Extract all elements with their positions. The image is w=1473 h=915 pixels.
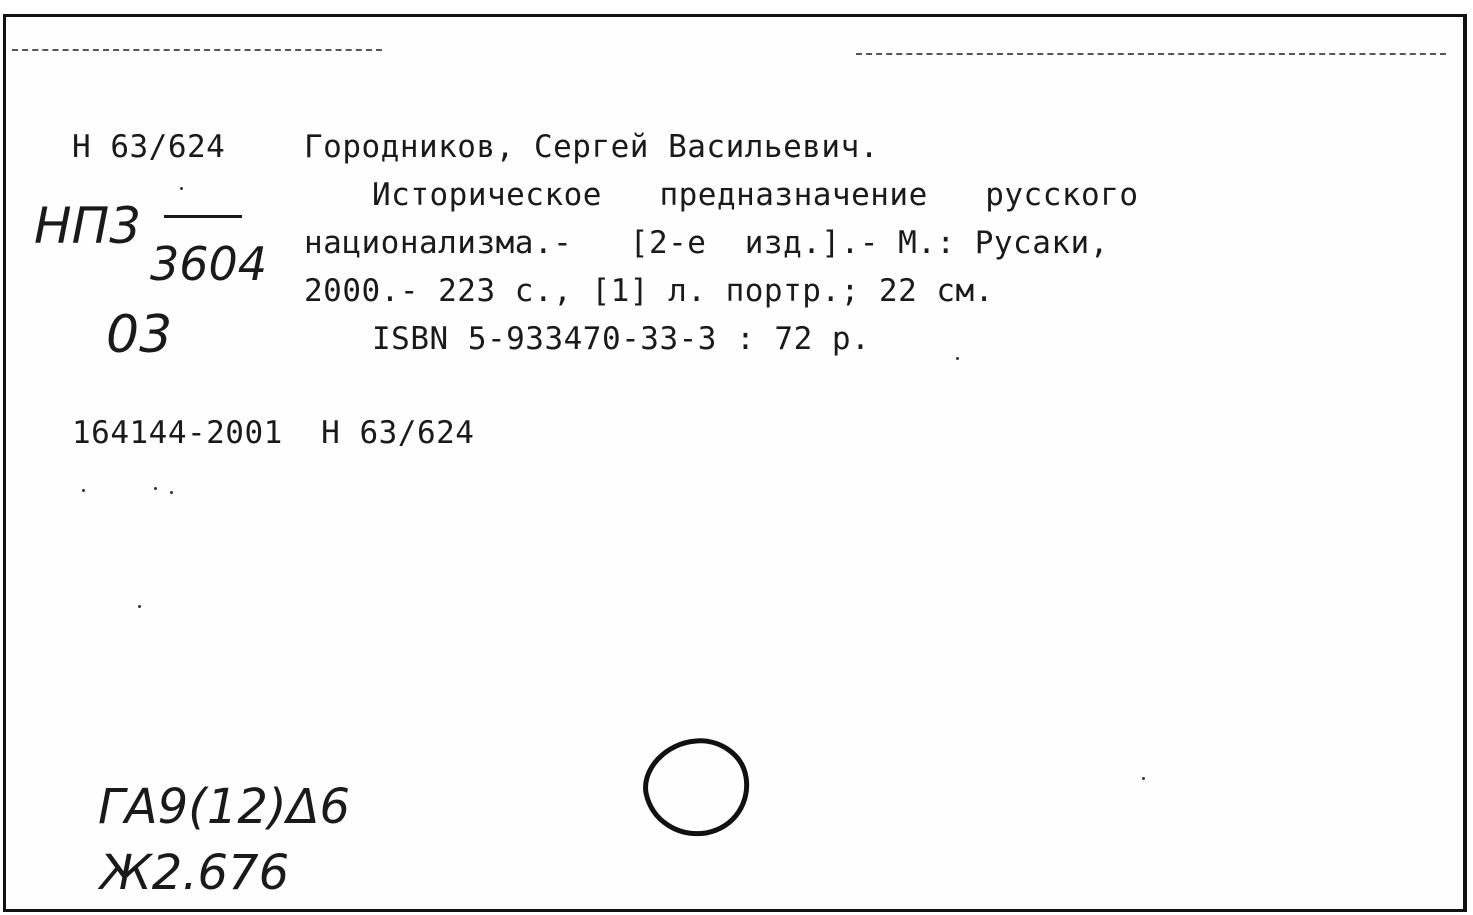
handwritten-mark-sub: 03: [106, 305, 173, 365]
speck: [170, 491, 173, 494]
title-line-3: 2000.- 223 с., [1] л. портр.; 22 см.: [304, 273, 994, 309]
top-rule-right: [856, 53, 1446, 55]
author-heading: Городников, Сергей Васильевич.: [304, 129, 879, 165]
speck: [82, 489, 85, 492]
handwritten-overline: [164, 215, 242, 218]
speck: [956, 357, 959, 360]
handwritten-mark-top: НП3: [34, 197, 142, 255]
isbn-line: ISBN 5-933470-33-3 : 72 р.: [372, 321, 871, 357]
punch-hole-circle: [638, 735, 758, 839]
title-line-2: национализма.- [2-е изд.].- М.: Русаки,: [304, 225, 1109, 261]
handwritten-class-line-1: ГА9(12)Δ6: [98, 779, 351, 835]
shelfmark: Н 63/624: [72, 129, 226, 165]
handwritten-mark-number: 3604: [150, 237, 268, 291]
handwritten-class-line-2: Ж2.676: [100, 845, 290, 901]
accession-line: 164144-2001 Н 63/624: [72, 415, 475, 451]
top-rule-left: [12, 49, 382, 51]
speck: [154, 487, 157, 490]
catalog-card: [3, 14, 1467, 912]
speck: [1142, 777, 1145, 780]
speck: [138, 605, 141, 608]
speck: [180, 187, 183, 190]
title-line-1: Историческое предназначение русского: [372, 177, 1139, 213]
